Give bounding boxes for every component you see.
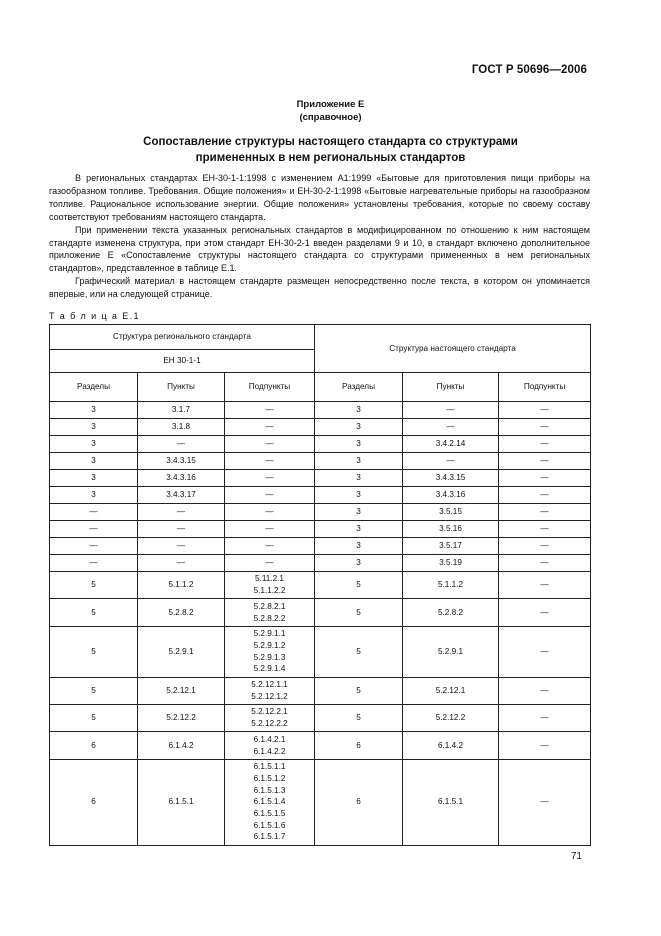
subclause-line: 6.1.5.1.6 — [253, 820, 286, 830]
table-cell: — — [138, 538, 225, 555]
column-header-subclauses: Подпункты — [499, 373, 591, 402]
table-cell: 3.5.19 — [403, 555, 499, 572]
table-cell: 5.2.9.1 — [403, 626, 499, 677]
table-row — [50, 538, 591, 555]
table-cell: — — [499, 599, 591, 626]
table-body — [50, 402, 591, 846]
table-cell: 3.1.7 — [138, 402, 225, 419]
table-cell: — — [225, 555, 315, 572]
comparison-table — [49, 324, 591, 846]
table-cell: — — [403, 453, 499, 470]
table-cell: 3 — [315, 487, 403, 504]
current-structure-header: Структура настоящего стандарта — [315, 325, 591, 373]
table-cell: 5 — [50, 677, 138, 704]
table-cell: — — [499, 436, 591, 453]
table-cell: — — [225, 436, 315, 453]
table-cell: — — [225, 487, 315, 504]
table-cell: 3 — [315, 470, 403, 487]
table-cell: — — [225, 402, 315, 419]
subclause-line: 6.1.4.2.2 — [253, 746, 286, 756]
table-cell: — — [50, 555, 138, 572]
table-cell: 3.5.17 — [403, 538, 499, 555]
page-title-line-1: Сопоставление структуры настоящего стандарта со структурами — [143, 136, 518, 148]
table-cell: 5.2.8.2 — [403, 599, 499, 626]
table-row — [50, 626, 591, 677]
table-cell — [225, 732, 315, 759]
table-cell: — — [403, 402, 499, 419]
table-cell: 5 — [315, 599, 403, 626]
table-cell: 3 — [315, 521, 403, 538]
table-row — [50, 599, 591, 626]
subclause-line: 6.1.5.1.4 — [253, 797, 286, 807]
column-header-subclauses: Подпункты — [225, 373, 315, 402]
table-cell: — — [499, 572, 591, 599]
body-text — [49, 172, 590, 301]
subclause-line: 6.1.5.1.7 — [253, 832, 286, 842]
table-cell: — — [138, 504, 225, 521]
table-cell: 5.2.9.1 — [138, 626, 225, 677]
table-cell: — — [225, 504, 315, 521]
table-cell: 3.4.3.15 — [403, 470, 499, 487]
paragraph: При применении текста указанных региональных стандартов в модифицированном по отношению к ним настоящем стандарте изменена структура, при этом стандарт ЕН-30-2-1 введен разделами 9 и 10, в стандарт включено дополнительное приложение Е «Сопоставление структуры настоящего стандарта со структурами примененных в нем региональных стандартов», представленное в таблице Е.1. — [49, 224, 590, 274]
table-cell: 5.2.12.1 — [138, 677, 225, 704]
table-cell: — — [499, 402, 591, 419]
table-cell: 3.4.3.17 — [138, 487, 225, 504]
table-caption: Т а б л и ц а Е.1 — [49, 311, 140, 321]
table-cell: 5 — [315, 626, 403, 677]
table-cell: — — [499, 453, 591, 470]
table-row — [50, 487, 591, 504]
table-cell: 3 — [50, 436, 138, 453]
table-row — [50, 759, 591, 845]
subclause-line: 5.11.2.1 — [255, 574, 284, 584]
subclause-line: 6.1.5.1.1 — [253, 762, 286, 772]
table-cell: 5.2.12.2 — [403, 704, 499, 731]
table-cell: 6 — [315, 732, 403, 759]
table-cell: 3.4.3.16 — [403, 487, 499, 504]
regional-standard-name: ЕН 30-1-1 — [50, 350, 315, 373]
table-row — [50, 704, 591, 731]
regional-structure-header: Структура регионального стандарта — [50, 325, 315, 350]
annex-subtitle: (справочное) — [299, 112, 362, 123]
annex-heading — [0, 98, 661, 124]
table-cell: 6.1.4.2 — [138, 732, 225, 759]
table-row — [50, 470, 591, 487]
table-cell: 5 — [50, 599, 138, 626]
table-cell: — — [225, 419, 315, 436]
table-cell: — — [499, 538, 591, 555]
standard-designation: ГОСТ Р 50696—2006 — [471, 64, 587, 76]
table-row — [50, 419, 591, 436]
table-cell: 3.4.3.15 — [138, 453, 225, 470]
table-cell: 3 — [50, 487, 138, 504]
table-cell: 5.1.1.2 — [138, 572, 225, 599]
table-cell: 3.5.16 — [403, 521, 499, 538]
table-cell: — — [499, 677, 591, 704]
table-cell: 6.1.4.2 — [403, 732, 499, 759]
table-row — [50, 402, 591, 419]
table-row — [50, 555, 591, 572]
table-cell — [225, 599, 315, 626]
annex-title: Приложение Е — [296, 99, 365, 110]
subclause-line: 5.2.12.1.2 — [251, 691, 288, 701]
table-cell: 3 — [315, 436, 403, 453]
table-row — [50, 521, 591, 538]
subclause-line: 5.2.8.2.2 — [253, 613, 286, 623]
paragraph: Графический материал в настоящем стандарте размещен непосредственно после текста, в котором он упоминается впервые, или на следующей странице. — [49, 276, 590, 300]
table-cell: — — [499, 470, 591, 487]
table-cell: — — [499, 555, 591, 572]
table-cell: 3.4.3.16 — [138, 470, 225, 487]
table-cell: — — [50, 504, 138, 521]
column-header-sections: Разделы — [315, 373, 403, 402]
table-cell: 3 — [315, 453, 403, 470]
subclause-line: 5.2.12.2.1 — [251, 707, 288, 717]
table-cell: — — [138, 521, 225, 538]
table-cell: — — [499, 732, 591, 759]
column-header-sections: Разделы — [50, 373, 138, 402]
table-cell: 5 — [50, 626, 138, 677]
table-header-row — [50, 325, 591, 350]
subclause-line: 5.2.9.1.4 — [253, 664, 286, 674]
table-cell: 5.2.8.2 — [138, 599, 225, 626]
table-row — [50, 504, 591, 521]
table-cell: 3.1.8 — [138, 419, 225, 436]
table-cell: 5 — [315, 572, 403, 599]
table-cell: — — [225, 521, 315, 538]
subclause-line: 5.2.9.1.1 — [253, 629, 286, 639]
table-cell: 3 — [50, 419, 138, 436]
subclause-line: 5.2.8.2.1 — [253, 601, 286, 611]
subclause-line: 5.2.9.1.3 — [253, 652, 286, 662]
column-header-clauses: Пункты — [138, 373, 225, 402]
table-cell: 3 — [315, 555, 403, 572]
table-cell: 3 — [315, 419, 403, 436]
subclause-line: 5.1.1.2.2 — [253, 586, 286, 596]
table-cell: — — [499, 521, 591, 538]
table-cell: 3 — [50, 470, 138, 487]
table-cell — [225, 759, 315, 845]
table-cell: — — [499, 419, 591, 436]
table-cell: 3 — [50, 453, 138, 470]
table-cell: — — [499, 759, 591, 845]
subclause-line: 6.1.5.1.5 — [253, 809, 286, 819]
table-cell: 6.1.5.1 — [403, 759, 499, 845]
table-cell: — — [499, 504, 591, 521]
table-cell: 6 — [315, 759, 403, 845]
table-cell: 6 — [50, 759, 138, 845]
table-cell: 3.5.15 — [403, 504, 499, 521]
table-cell: 5.2.12.1 — [403, 677, 499, 704]
table-cell — [225, 704, 315, 731]
column-header-clauses: Пункты — [403, 373, 499, 402]
table-cell: 3.4.2.14 — [403, 436, 499, 453]
table-cell: — — [499, 704, 591, 731]
subclause-line: 5.2.12.1.1 — [251, 680, 288, 690]
page-title-line-2: примененных в нем региональных стандартов — [195, 151, 466, 164]
table-cell: 5 — [50, 704, 138, 731]
table-cell: 3 — [315, 402, 403, 419]
table-cell: 5.1.1.2 — [403, 572, 499, 599]
table-column-headers — [50, 373, 591, 402]
page-title — [0, 135, 661, 166]
paragraph: В региональных стандартах ЕН-30-1-1:1998 с изменением А1:1999 «Бытовые для приготовления пищи приборы на газообразном топливе. Требования. Общие положения» и ЕН-30-2-1:1998 «Бытовые нагревательные приборы на газообразном топливе. Рациональное использование энергии. Общие положения» установлены требования, которые по своему составу соответствуют требованиям настоящего стандарта. — [49, 173, 590, 222]
table-cell: — — [138, 555, 225, 572]
table-cell: 5 — [315, 704, 403, 731]
table-cell: 5.2.12.2 — [138, 704, 225, 731]
table-cell: 5 — [315, 677, 403, 704]
table-cell: — — [138, 436, 225, 453]
table-cell: — — [499, 487, 591, 504]
table-cell: — — [403, 419, 499, 436]
table-cell: 5 — [50, 572, 138, 599]
table-cell: 6 — [50, 732, 138, 759]
table-row — [50, 453, 591, 470]
table-row — [50, 732, 591, 759]
table-cell: — — [225, 453, 315, 470]
table-cell: 6.1.5.1 — [138, 759, 225, 845]
subclause-line: 6.1.4.2.1 — [253, 734, 286, 744]
table-cell: — — [225, 470, 315, 487]
table-cell: 3 — [50, 402, 138, 419]
table-cell: 3 — [315, 504, 403, 521]
table-cell: — — [225, 538, 315, 555]
table-cell — [225, 677, 315, 704]
table-cell — [225, 626, 315, 677]
table-row — [50, 572, 591, 599]
table-row — [50, 436, 591, 453]
subclause-line: 6.1.5.1.3 — [253, 785, 286, 795]
table-cell — [225, 572, 315, 599]
table-cell: — — [499, 626, 591, 677]
subclause-line: 6.1.5.1.2 — [253, 773, 286, 783]
table-cell: 3 — [315, 538, 403, 555]
subclause-line: 5.2.9.1.2 — [253, 640, 286, 650]
subclause-line: 5.2.12.2.2 — [251, 719, 288, 729]
table-row — [50, 677, 591, 704]
table-cell: — — [50, 521, 138, 538]
table-cell: — — [50, 538, 138, 555]
page-number: 71 — [570, 851, 582, 862]
